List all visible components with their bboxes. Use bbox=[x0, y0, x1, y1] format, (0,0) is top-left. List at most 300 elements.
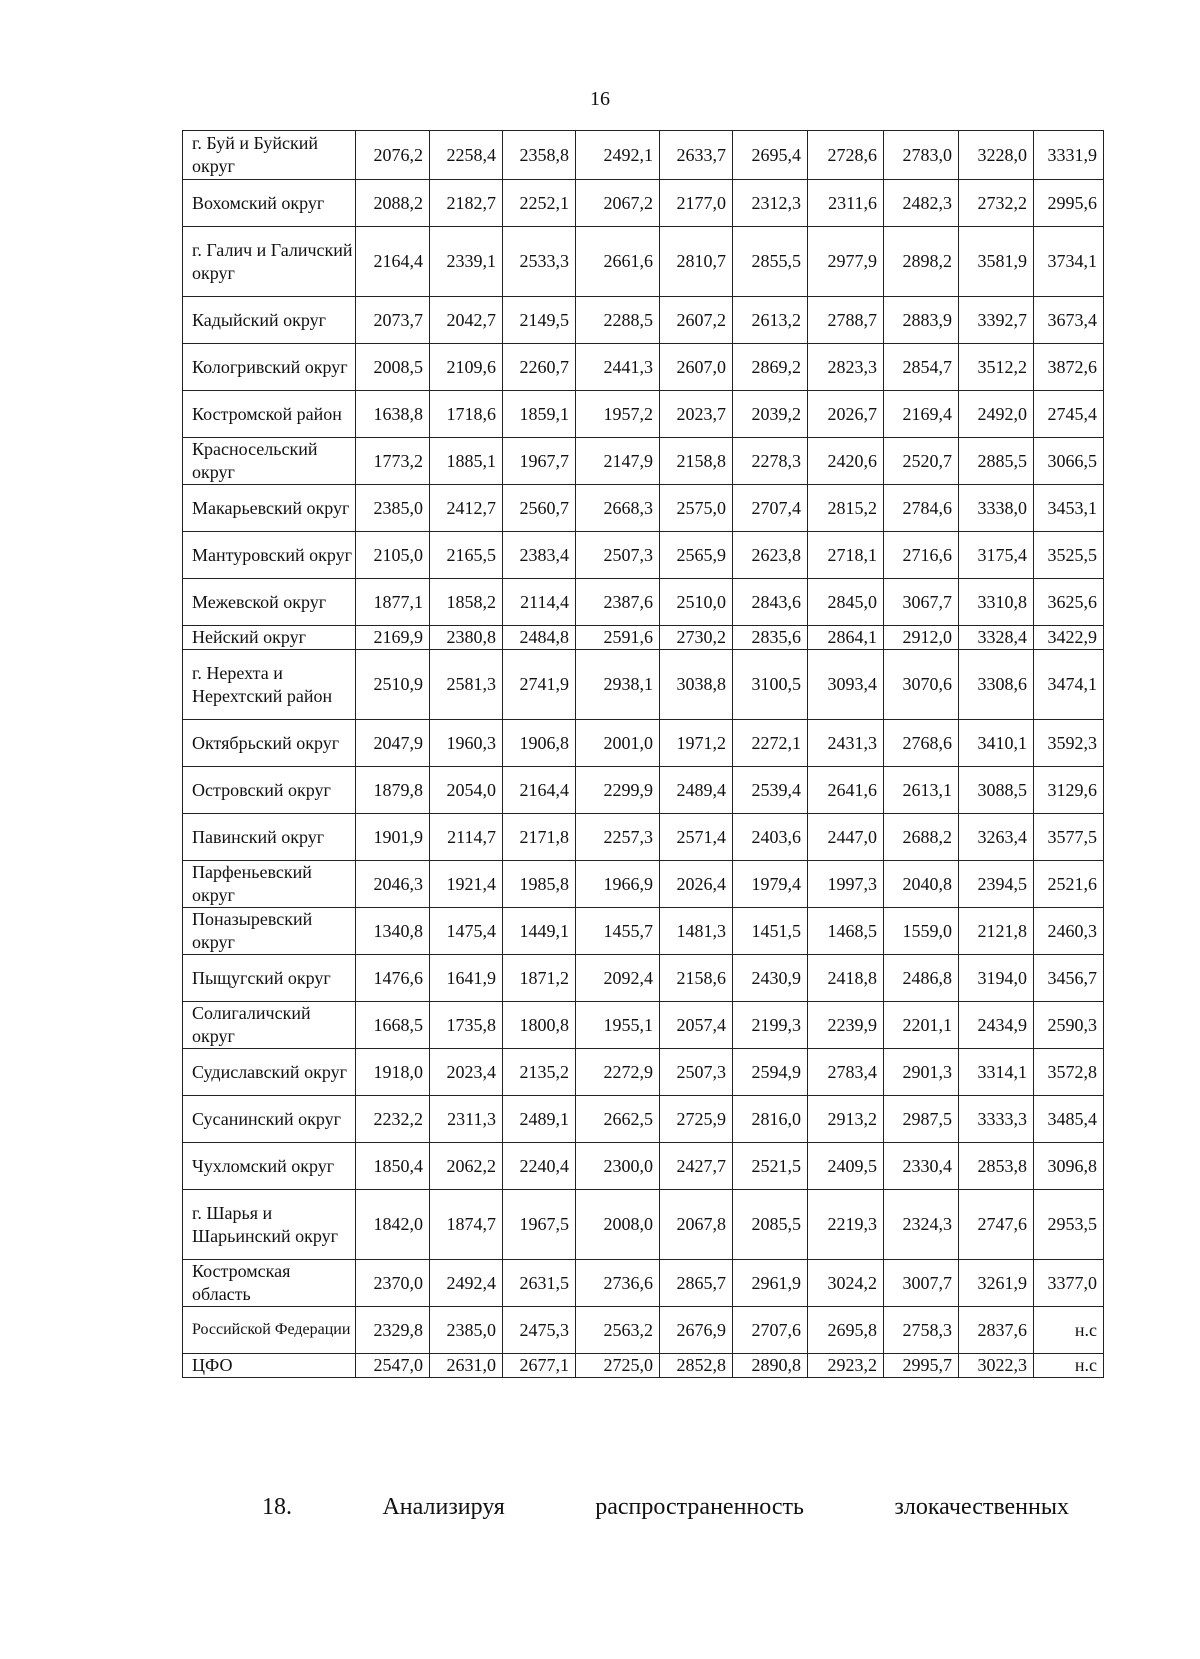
value-cell: 2486,8 bbox=[884, 955, 959, 1002]
value-cell: 2837,6 bbox=[959, 1307, 1034, 1354]
value-cell: 1735,8 bbox=[430, 1002, 503, 1049]
value-cell: 2177,0 bbox=[660, 180, 733, 227]
value-cell: 2843,6 bbox=[733, 579, 808, 626]
table-row bbox=[183, 438, 1104, 485]
value-cell: 2977,9 bbox=[808, 227, 884, 297]
value-cell: 2182,7 bbox=[430, 180, 503, 227]
table-row bbox=[183, 1260, 1104, 1307]
value-cell: 2613,1 bbox=[884, 767, 959, 814]
value-cell: 2484,8 bbox=[503, 626, 576, 650]
region-name-cell: Вохомский округ bbox=[183, 180, 356, 227]
value-cell: 2736,6 bbox=[576, 1260, 660, 1307]
value-cell: 2165,5 bbox=[430, 532, 503, 579]
value-cell: 2912,0 bbox=[884, 626, 959, 650]
region-name-cell: Парфеньевский округ bbox=[183, 861, 356, 908]
value-cell: 2311,6 bbox=[808, 180, 884, 227]
value-cell: 1455,7 bbox=[576, 908, 660, 955]
region-name-cell: Нейский округ bbox=[183, 626, 356, 650]
value-cell: 2783,4 bbox=[808, 1049, 884, 1096]
value-cell: 2987,5 bbox=[884, 1096, 959, 1143]
value-cell: 2403,6 bbox=[733, 814, 808, 861]
value-cell: 1718,6 bbox=[430, 391, 503, 438]
value-cell: 3592,3 bbox=[1034, 720, 1104, 767]
value-cell: 2631,5 bbox=[503, 1260, 576, 1307]
value-cell: 2067,2 bbox=[576, 180, 660, 227]
footer-word: Анализируя bbox=[382, 1494, 505, 1520]
value-cell: 2662,5 bbox=[576, 1096, 660, 1143]
value-cell: 2260,7 bbox=[503, 344, 576, 391]
table-row bbox=[183, 1049, 1104, 1096]
value-cell: 3308,6 bbox=[959, 650, 1034, 720]
value-cell: 2510,9 bbox=[356, 650, 430, 720]
region-name-cell: Октябрьский округ bbox=[183, 720, 356, 767]
value-cell: 2149,5 bbox=[503, 297, 576, 344]
value-cell: 2732,2 bbox=[959, 180, 1034, 227]
value-cell: 2329,8 bbox=[356, 1307, 430, 1354]
value-cell: 3572,8 bbox=[1034, 1049, 1104, 1096]
value-cell: 2745,4 bbox=[1034, 391, 1104, 438]
value-cell: 2431,3 bbox=[808, 720, 884, 767]
value-cell: 1918,0 bbox=[356, 1049, 430, 1096]
value-cell: 2158,6 bbox=[660, 955, 733, 1002]
value-cell: 3022,3 bbox=[959, 1354, 1034, 1378]
value-cell: 3525,5 bbox=[1034, 532, 1104, 579]
region-name-cell: Павинский округ bbox=[183, 814, 356, 861]
value-cell: 2492,1 bbox=[576, 131, 660, 180]
value-cell: 2677,1 bbox=[503, 1354, 576, 1378]
value-cell: 2560,7 bbox=[503, 485, 576, 532]
incidence-table bbox=[182, 130, 1104, 1378]
value-cell: 3129,6 bbox=[1034, 767, 1104, 814]
value-cell: 1773,2 bbox=[356, 438, 430, 485]
value-cell: 2707,6 bbox=[733, 1307, 808, 1354]
value-cell: 2688,2 bbox=[884, 814, 959, 861]
value-cell: 2257,3 bbox=[576, 814, 660, 861]
value-cell: 3263,4 bbox=[959, 814, 1034, 861]
value-cell: 2623,8 bbox=[733, 532, 808, 579]
value-cell: 2092,4 bbox=[576, 955, 660, 1002]
region-name-cell: Сусанинский округ bbox=[183, 1096, 356, 1143]
value-cell: 2783,0 bbox=[884, 131, 959, 180]
value-cell: 3872,6 bbox=[1034, 344, 1104, 391]
value-cell: 1858,2 bbox=[430, 579, 503, 626]
value-cell: 1859,1 bbox=[503, 391, 576, 438]
value-cell: 1877,1 bbox=[356, 579, 430, 626]
value-cell: 2039,2 bbox=[733, 391, 808, 438]
value-cell: 2492,0 bbox=[959, 391, 1034, 438]
value-cell: 2412,7 bbox=[430, 485, 503, 532]
value-cell: 1966,9 bbox=[576, 861, 660, 908]
value-cell: 3577,5 bbox=[1034, 814, 1104, 861]
value-cell: 3422,9 bbox=[1034, 626, 1104, 650]
value-cell: 1979,4 bbox=[733, 861, 808, 908]
value-cell: 2533,3 bbox=[503, 227, 576, 297]
value-cell: 2520,7 bbox=[884, 438, 959, 485]
region-name-cell: г. Нерехта и Нерехтский район bbox=[183, 650, 356, 720]
value-cell: 1874,7 bbox=[430, 1190, 503, 1260]
value-cell: 1340,8 bbox=[356, 908, 430, 955]
value-cell: 2607,2 bbox=[660, 297, 733, 344]
region-name-cell: г. Шарья и Шарьинский округ bbox=[183, 1190, 356, 1260]
value-cell: 2489,4 bbox=[660, 767, 733, 814]
value-cell: 2890,8 bbox=[733, 1354, 808, 1378]
region-name-cell: Мантуровский округ bbox=[183, 532, 356, 579]
value-cell: 2758,3 bbox=[884, 1307, 959, 1354]
table-row bbox=[183, 485, 1104, 532]
value-cell: 2788,7 bbox=[808, 297, 884, 344]
value-cell: 1971,2 bbox=[660, 720, 733, 767]
table-body bbox=[183, 131, 1104, 1378]
value-cell: 2852,8 bbox=[660, 1354, 733, 1378]
value-cell: 2001,0 bbox=[576, 720, 660, 767]
value-cell: 2288,5 bbox=[576, 297, 660, 344]
value-cell: 2105,0 bbox=[356, 532, 430, 579]
value-cell: 2008,5 bbox=[356, 344, 430, 391]
table-row bbox=[183, 344, 1104, 391]
value-cell: 2835,6 bbox=[733, 626, 808, 650]
value-cell: 1451,5 bbox=[733, 908, 808, 955]
value-cell: 2158,8 bbox=[660, 438, 733, 485]
value-cell: 3310,8 bbox=[959, 579, 1034, 626]
value-cell: 2164,4 bbox=[503, 767, 576, 814]
value-cell: 3512,2 bbox=[959, 344, 1034, 391]
value-cell: 2728,6 bbox=[808, 131, 884, 180]
value-cell: 1967,5 bbox=[503, 1190, 576, 1260]
value-cell: 2042,7 bbox=[430, 297, 503, 344]
value-cell: 3261,9 bbox=[959, 1260, 1034, 1307]
value-cell: 3485,4 bbox=[1034, 1096, 1104, 1143]
value-cell: 2676,9 bbox=[660, 1307, 733, 1354]
value-cell: 2219,3 bbox=[808, 1190, 884, 1260]
value-cell: 1475,4 bbox=[430, 908, 503, 955]
value-cell: н.с bbox=[1034, 1307, 1104, 1354]
value-cell: 2768,6 bbox=[884, 720, 959, 767]
value-cell: 2815,2 bbox=[808, 485, 884, 532]
value-cell: 2085,5 bbox=[733, 1190, 808, 1260]
value-cell: 2299,9 bbox=[576, 767, 660, 814]
value-cell: 2885,5 bbox=[959, 438, 1034, 485]
value-cell: 2571,4 bbox=[660, 814, 733, 861]
value-cell: 2961,9 bbox=[733, 1260, 808, 1307]
value-cell: 3377,0 bbox=[1034, 1260, 1104, 1307]
table-row bbox=[183, 720, 1104, 767]
value-cell: 3456,7 bbox=[1034, 955, 1104, 1002]
value-cell: 2026,4 bbox=[660, 861, 733, 908]
value-cell: 2427,7 bbox=[660, 1143, 733, 1190]
value-cell: 3175,4 bbox=[959, 532, 1034, 579]
value-cell: 2995,7 bbox=[884, 1354, 959, 1378]
value-cell: 2385,0 bbox=[430, 1307, 503, 1354]
value-cell: 2953,5 bbox=[1034, 1190, 1104, 1260]
value-cell: 2370,0 bbox=[356, 1260, 430, 1307]
value-cell: 2385,0 bbox=[356, 485, 430, 532]
value-cell: 2539,4 bbox=[733, 767, 808, 814]
table-row bbox=[183, 532, 1104, 579]
value-cell: 2482,3 bbox=[884, 180, 959, 227]
value-cell: 2816,0 bbox=[733, 1096, 808, 1143]
page-number: 16 bbox=[590, 88, 610, 110]
value-cell: 2492,4 bbox=[430, 1260, 503, 1307]
value-cell: 2475,3 bbox=[503, 1307, 576, 1354]
value-cell: 3392,7 bbox=[959, 297, 1034, 344]
value-cell: 2441,3 bbox=[576, 344, 660, 391]
value-cell: 2901,3 bbox=[884, 1049, 959, 1096]
table-row bbox=[183, 767, 1104, 814]
value-cell: 2855,5 bbox=[733, 227, 808, 297]
value-cell: 3088,5 bbox=[959, 767, 1034, 814]
value-cell: 2661,6 bbox=[576, 227, 660, 297]
value-cell: 2169,9 bbox=[356, 626, 430, 650]
value-cell: 2239,9 bbox=[808, 1002, 884, 1049]
table-row bbox=[183, 1096, 1104, 1143]
value-cell: 2563,2 bbox=[576, 1307, 660, 1354]
value-cell: 2869,2 bbox=[733, 344, 808, 391]
value-cell: 2076,2 bbox=[356, 131, 430, 180]
value-cell: 2898,2 bbox=[884, 227, 959, 297]
value-cell: 2547,0 bbox=[356, 1354, 430, 1378]
value-cell: 2460,3 bbox=[1034, 908, 1104, 955]
value-cell: 3100,5 bbox=[733, 650, 808, 720]
value-cell: 1449,1 bbox=[503, 908, 576, 955]
value-cell: 2747,6 bbox=[959, 1190, 1034, 1260]
table-row bbox=[183, 1190, 1104, 1260]
region-name-cell: Российской Федерации bbox=[183, 1307, 356, 1354]
value-cell: 2023,7 bbox=[660, 391, 733, 438]
value-cell: 2300,0 bbox=[576, 1143, 660, 1190]
region-name-cell: Островский округ bbox=[183, 767, 356, 814]
value-cell: 2995,6 bbox=[1034, 180, 1104, 227]
region-name-cell: Кологривский округ bbox=[183, 344, 356, 391]
table-row bbox=[183, 908, 1104, 955]
value-cell: 3581,9 bbox=[959, 227, 1034, 297]
value-cell: 3328,4 bbox=[959, 626, 1034, 650]
value-cell: 2810,7 bbox=[660, 227, 733, 297]
value-cell: н.с bbox=[1034, 1354, 1104, 1378]
value-cell: 1850,4 bbox=[356, 1143, 430, 1190]
value-cell: 3194,0 bbox=[959, 955, 1034, 1002]
value-cell: 2040,8 bbox=[884, 861, 959, 908]
table-row bbox=[183, 180, 1104, 227]
table-row bbox=[183, 955, 1104, 1002]
value-cell: 3410,1 bbox=[959, 720, 1034, 767]
value-cell: 2641,6 bbox=[808, 767, 884, 814]
value-cell: 1559,0 bbox=[884, 908, 959, 955]
table-row bbox=[183, 626, 1104, 650]
value-cell: 3338,0 bbox=[959, 485, 1034, 532]
value-cell: 3093,4 bbox=[808, 650, 884, 720]
value-cell: 2725,9 bbox=[660, 1096, 733, 1143]
value-cell: 2913,2 bbox=[808, 1096, 884, 1143]
value-cell: 2252,1 bbox=[503, 180, 576, 227]
value-cell: 2026,7 bbox=[808, 391, 884, 438]
value-cell: 1641,9 bbox=[430, 955, 503, 1002]
value-cell: 2067,8 bbox=[660, 1190, 733, 1260]
value-cell: 1871,2 bbox=[503, 955, 576, 1002]
value-cell: 3331,9 bbox=[1034, 131, 1104, 180]
value-cell: 2613,2 bbox=[733, 297, 808, 344]
value-cell: 2312,3 bbox=[733, 180, 808, 227]
value-cell: 2201,1 bbox=[884, 1002, 959, 1049]
value-cell: 2008,0 bbox=[576, 1190, 660, 1260]
value-cell: 3625,6 bbox=[1034, 579, 1104, 626]
value-cell: 3024,2 bbox=[808, 1260, 884, 1307]
value-cell: 2047,9 bbox=[356, 720, 430, 767]
table-row bbox=[183, 297, 1104, 344]
region-name-cell: Макарьевский округ bbox=[183, 485, 356, 532]
value-cell: 2420,6 bbox=[808, 438, 884, 485]
value-cell: 2668,3 bbox=[576, 485, 660, 532]
region-name-cell: Солигаличский округ bbox=[183, 1002, 356, 1049]
value-cell: 2169,4 bbox=[884, 391, 959, 438]
value-cell: 1885,1 bbox=[430, 438, 503, 485]
table-row bbox=[183, 1143, 1104, 1190]
table-row bbox=[183, 814, 1104, 861]
value-cell: 1638,8 bbox=[356, 391, 430, 438]
region-name-cell: г. Галич и Галичский округ bbox=[183, 227, 356, 297]
value-cell: 2854,7 bbox=[884, 344, 959, 391]
value-cell: 3070,6 bbox=[884, 650, 959, 720]
value-cell: 2109,6 bbox=[430, 344, 503, 391]
value-cell: 2938,1 bbox=[576, 650, 660, 720]
value-cell: 1879,8 bbox=[356, 767, 430, 814]
value-cell: 2633,7 bbox=[660, 131, 733, 180]
value-cell: 2272,9 bbox=[576, 1049, 660, 1096]
value-cell: 2489,1 bbox=[503, 1096, 576, 1143]
value-cell: 2073,7 bbox=[356, 297, 430, 344]
value-cell: 3673,4 bbox=[1034, 297, 1104, 344]
value-cell: 2883,9 bbox=[884, 297, 959, 344]
value-cell: 2383,4 bbox=[503, 532, 576, 579]
table-row bbox=[183, 650, 1104, 720]
value-cell: 2565,9 bbox=[660, 532, 733, 579]
value-cell: 2521,5 bbox=[733, 1143, 808, 1190]
region-name-cell: Пыщугский округ bbox=[183, 955, 356, 1002]
value-cell: 2380,8 bbox=[430, 626, 503, 650]
value-cell: 2114,4 bbox=[503, 579, 576, 626]
value-cell: 2707,4 bbox=[733, 485, 808, 532]
value-cell: 2339,1 bbox=[430, 227, 503, 297]
value-cell: 2046,3 bbox=[356, 861, 430, 908]
value-cell: 3038,8 bbox=[660, 650, 733, 720]
value-cell: 2114,7 bbox=[430, 814, 503, 861]
value-cell: 2741,9 bbox=[503, 650, 576, 720]
table-row bbox=[183, 391, 1104, 438]
value-cell: 2784,6 bbox=[884, 485, 959, 532]
region-name-cell: Костромская область bbox=[183, 1260, 356, 1307]
value-cell: 2394,5 bbox=[959, 861, 1034, 908]
region-name-cell: Судиславский округ bbox=[183, 1049, 356, 1096]
paragraph-number: 18. bbox=[262, 1494, 292, 1520]
value-cell: 2716,6 bbox=[884, 532, 959, 579]
value-cell: 2631,0 bbox=[430, 1354, 503, 1378]
value-cell: 1967,7 bbox=[503, 438, 576, 485]
value-cell: 2575,0 bbox=[660, 485, 733, 532]
value-cell: 2923,2 bbox=[808, 1354, 884, 1378]
value-cell: 1921,4 bbox=[430, 861, 503, 908]
value-cell: 2062,2 bbox=[430, 1143, 503, 1190]
value-cell: 2057,4 bbox=[660, 1002, 733, 1049]
value-cell: 2581,3 bbox=[430, 650, 503, 720]
table-row bbox=[183, 227, 1104, 297]
value-cell: 2510,0 bbox=[660, 579, 733, 626]
value-cell: 2695,8 bbox=[808, 1307, 884, 1354]
value-cell: 3734,1 bbox=[1034, 227, 1104, 297]
table-row bbox=[183, 579, 1104, 626]
value-cell: 2278,3 bbox=[733, 438, 808, 485]
value-cell: 3066,5 bbox=[1034, 438, 1104, 485]
value-cell: 3314,1 bbox=[959, 1049, 1034, 1096]
value-cell: 1901,9 bbox=[356, 814, 430, 861]
value-cell: 2447,0 bbox=[808, 814, 884, 861]
value-cell: 2590,3 bbox=[1034, 1002, 1104, 1049]
region-name-cell: Кадыйский округ bbox=[183, 297, 356, 344]
value-cell: 3333,3 bbox=[959, 1096, 1034, 1143]
region-name-cell: Межевской округ bbox=[183, 579, 356, 626]
value-cell: 2507,3 bbox=[576, 532, 660, 579]
value-cell: 2240,4 bbox=[503, 1143, 576, 1190]
value-cell: 2434,9 bbox=[959, 1002, 1034, 1049]
value-cell: 2171,8 bbox=[503, 814, 576, 861]
value-cell: 2311,3 bbox=[430, 1096, 503, 1143]
value-cell: 2358,8 bbox=[503, 131, 576, 180]
value-cell: 2725,0 bbox=[576, 1354, 660, 1378]
table-row bbox=[183, 1002, 1104, 1049]
value-cell: 2865,7 bbox=[660, 1260, 733, 1307]
value-cell: 2718,1 bbox=[808, 532, 884, 579]
value-cell: 3067,7 bbox=[884, 579, 959, 626]
value-cell: 2845,0 bbox=[808, 579, 884, 626]
value-cell: 1955,1 bbox=[576, 1002, 660, 1049]
value-cell: 2430,9 bbox=[733, 955, 808, 1002]
value-cell: 2695,4 bbox=[733, 131, 808, 180]
value-cell: 1960,3 bbox=[430, 720, 503, 767]
region-name-cell: Поназыревский округ bbox=[183, 908, 356, 955]
value-cell: 2135,2 bbox=[503, 1049, 576, 1096]
value-cell: 2823,3 bbox=[808, 344, 884, 391]
value-cell: 2864,1 bbox=[808, 626, 884, 650]
region-name-cell: ЦФО bbox=[183, 1354, 356, 1378]
value-cell: 2853,8 bbox=[959, 1143, 1034, 1190]
value-cell: 1668,5 bbox=[356, 1002, 430, 1049]
value-cell: 3474,1 bbox=[1034, 650, 1104, 720]
value-cell: 2594,9 bbox=[733, 1049, 808, 1096]
value-cell: 1468,5 bbox=[808, 908, 884, 955]
value-cell: 2418,8 bbox=[808, 955, 884, 1002]
value-cell: 1476,6 bbox=[356, 955, 430, 1002]
value-cell: 2591,6 bbox=[576, 626, 660, 650]
value-cell: 2272,1 bbox=[733, 720, 808, 767]
value-cell: 2387,6 bbox=[576, 579, 660, 626]
value-cell: 1481,3 bbox=[660, 908, 733, 955]
value-cell: 1997,3 bbox=[808, 861, 884, 908]
value-cell: 2054,0 bbox=[430, 767, 503, 814]
region-name-cell: Костромской район bbox=[183, 391, 356, 438]
table-row bbox=[183, 131, 1104, 180]
footer-word: распространенность bbox=[595, 1494, 804, 1520]
value-cell: 2507,3 bbox=[660, 1049, 733, 1096]
value-cell: 2199,3 bbox=[733, 1002, 808, 1049]
table-row bbox=[183, 861, 1104, 908]
value-cell: 1957,2 bbox=[576, 391, 660, 438]
value-cell: 2232,2 bbox=[356, 1096, 430, 1143]
region-name-cell: Красносельский округ bbox=[183, 438, 356, 485]
value-cell: 3453,1 bbox=[1034, 485, 1104, 532]
value-cell: 1985,8 bbox=[503, 861, 576, 908]
value-cell: 2164,4 bbox=[356, 227, 430, 297]
value-cell: 2409,5 bbox=[808, 1143, 884, 1190]
value-cell: 1842,0 bbox=[356, 1190, 430, 1260]
table-row bbox=[183, 1354, 1104, 1378]
